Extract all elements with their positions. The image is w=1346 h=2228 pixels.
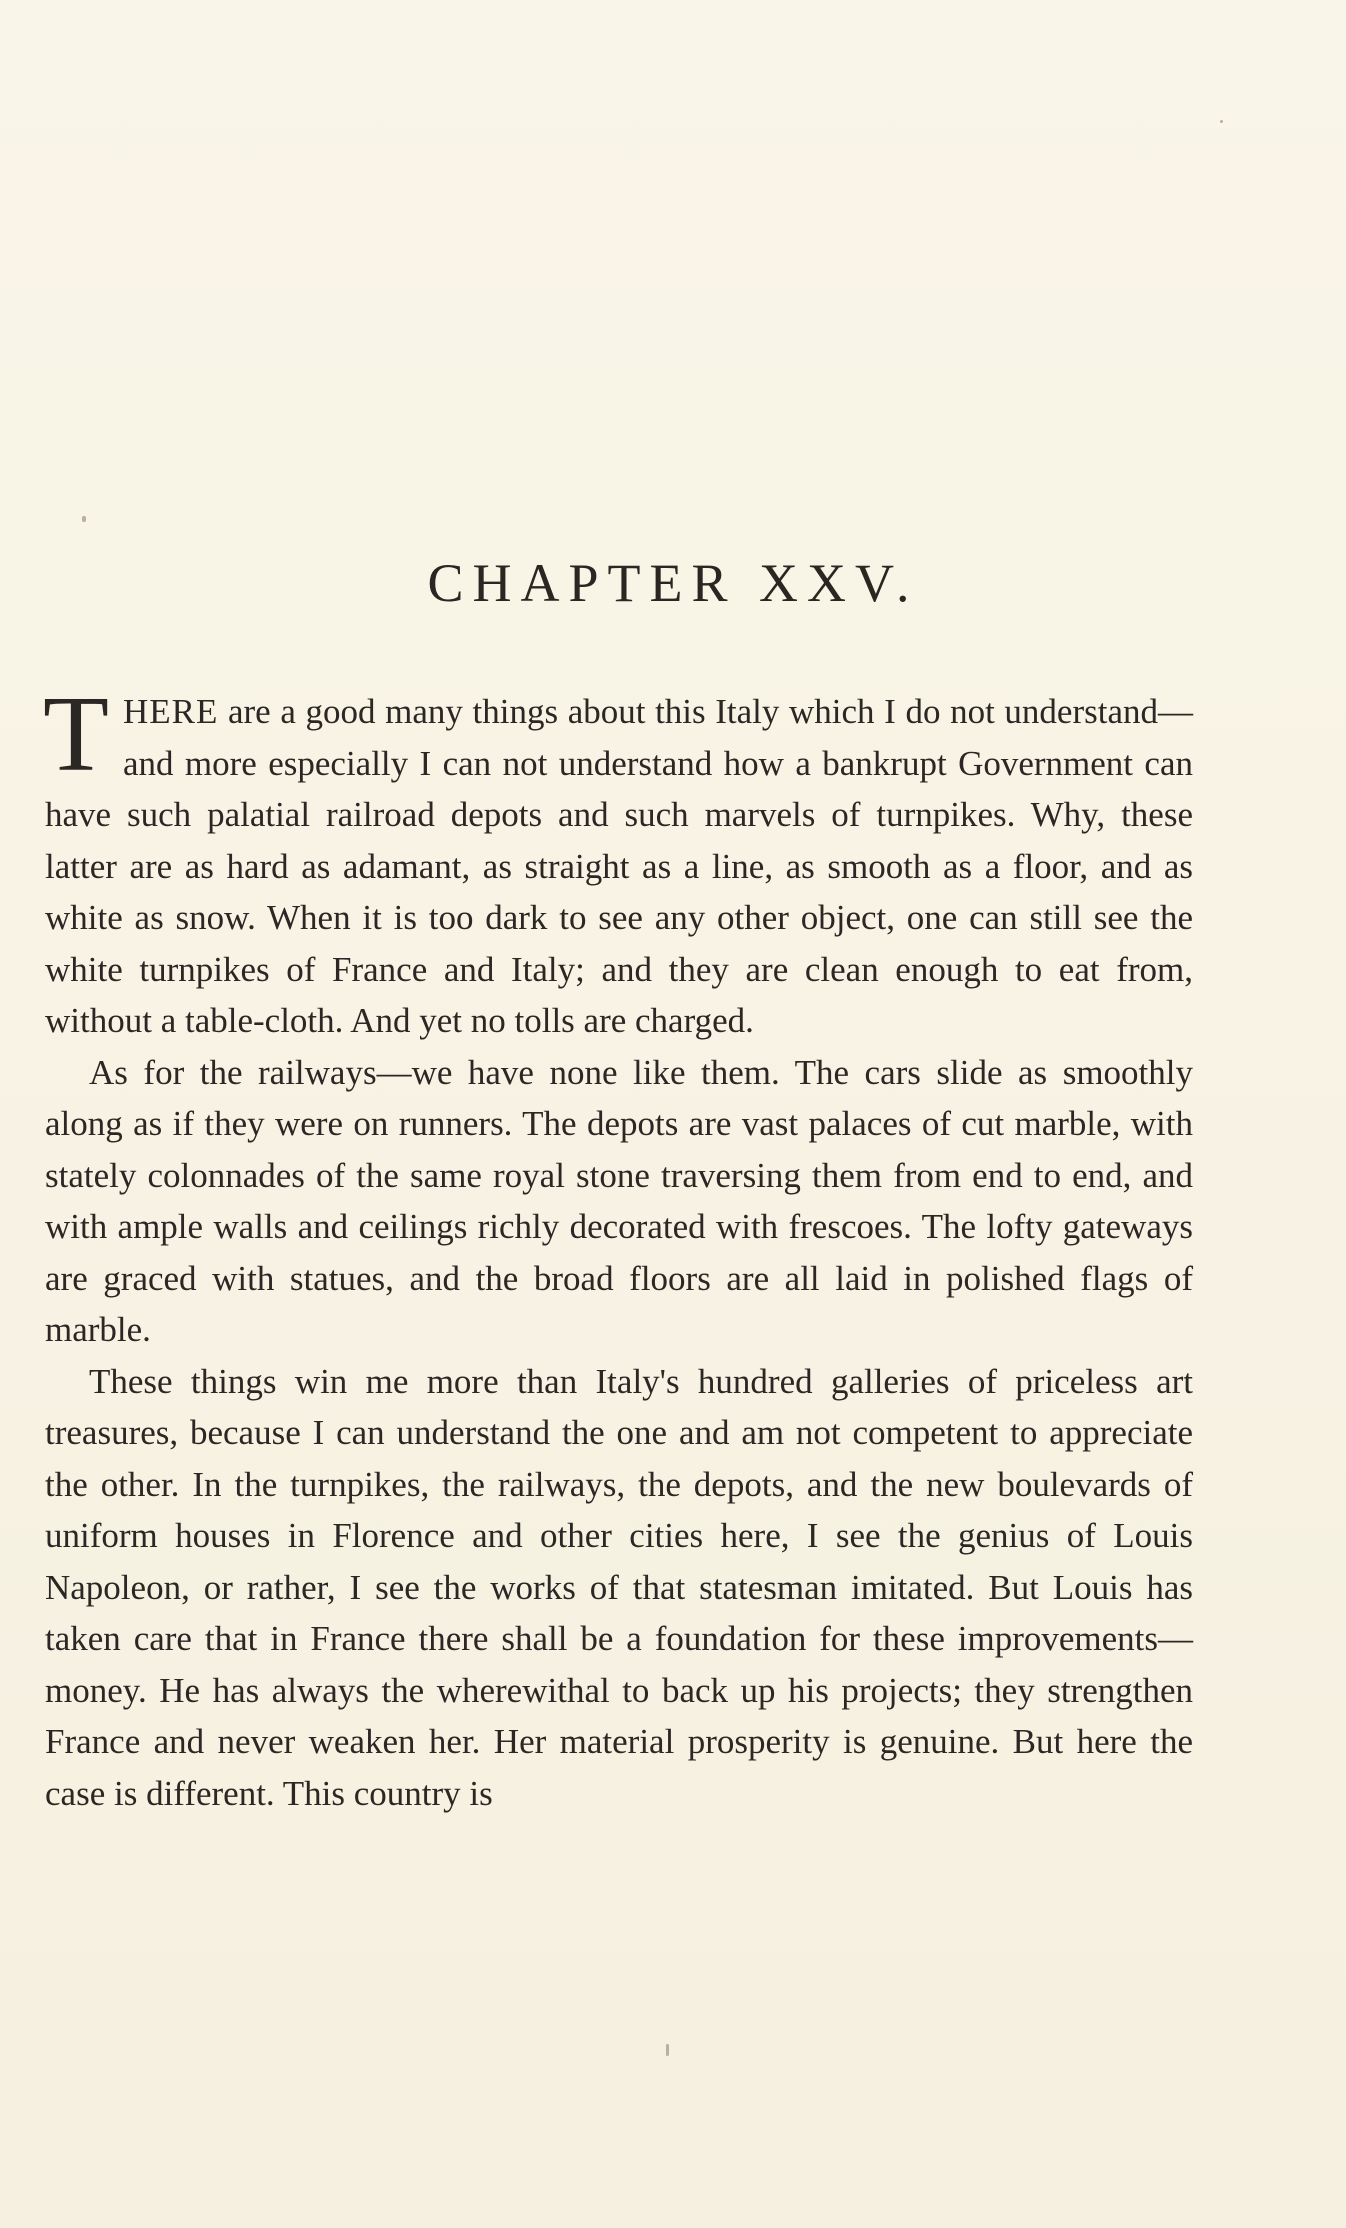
chapter-heading: CHAPTER XXV. <box>427 553 919 613</box>
paragraph-1-text: are a good many things about this Italy which I do not understand—and more especially I can not understand how a bankrupt Government can have such palatial railroad depots and such marvels of turnpikes. Why, these latter are as hard as adamant, as straight as a line, as smooth as a floor, and as white as snow. When it is too dark to see any other object, one can still see the white turnpikes of France and Italy; and they are clean enough to eat from, without a table-cloth. And yet no tolls are charged. <box>45 692 1193 1040</box>
paragraph-1 <box>43 675 1193 1047</box>
paragraph-2: As for the railways—we have none like them. The cars slide as smoothly along as if they were on runners. The depots are vast palaces of cut marble, with stately colonnades of the same royal stone traversing them from end to end, and with ample walls and ceilings richly decorated with frescoes. The lofty gateways are graced with statues, and the broad floors are all laid in polished flags of marble. <box>45 1052 1193 1349</box>
paragraph-3: These things win me more than Italy's hundred galleries of priceless art treasures, because I can understand the one and am not competent to appreciate the other. In the turnpikes, the railways, the depots, and the new boulevards of uniform houses in Florence and other cities here, I see the genius of Louis Napoleon, or rather, I see the works of that statesman imitated. But Louis has taken care that in France there shall be a foundation for these improvements—money. He has always the wherewithal to back up his projects; they strengthen France and never weaken her. Her material prosperity is genuine. But here the case is different. This country is <box>45 1361 1193 1813</box>
ink-speck-left <box>82 516 86 522</box>
ink-speck-bottom <box>666 2044 669 2056</box>
paragraph-lead-word: HERE <box>122 692 219 731</box>
body-text <box>43 675 1193 1819</box>
drop-cap: T <box>43 675 109 794</box>
ink-speck-top <box>1220 120 1223 123</box>
